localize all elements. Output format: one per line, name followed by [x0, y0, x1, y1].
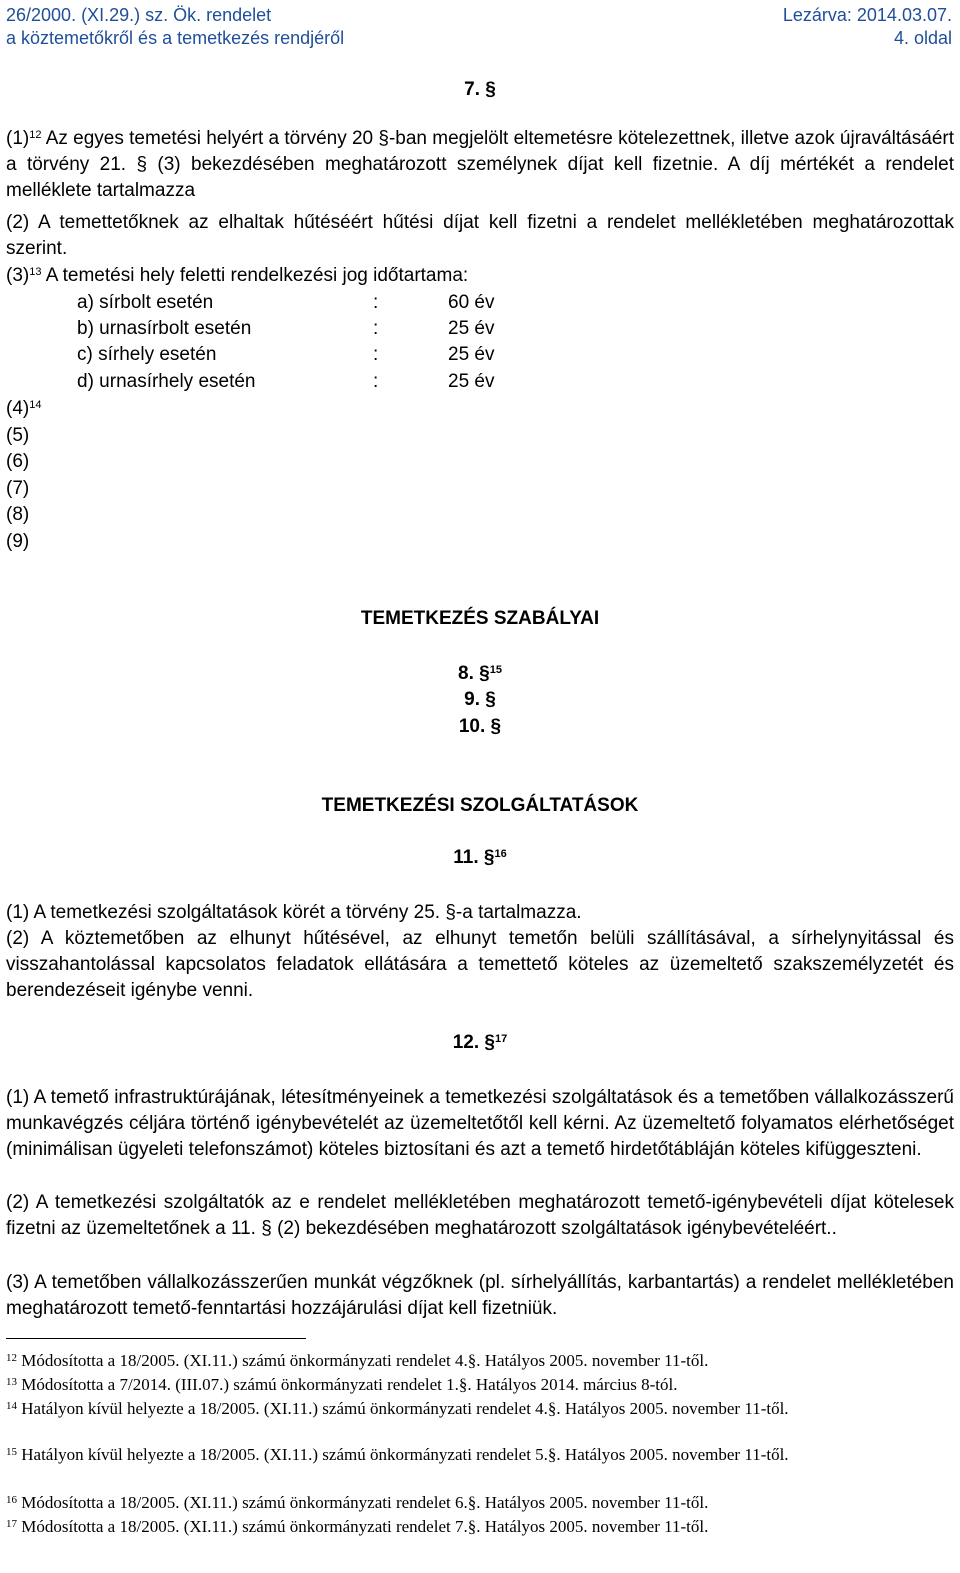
section-11-heading: 11. §$^{16}$ [453, 847, 507, 868]
section-12-heading: 12. §$^{17}$ [452, 1032, 508, 1053]
footnote-ref-16: 16 [494, 848, 507, 860]
footnote-ref-14: 14 [29, 399, 42, 411]
section-7-paragraph-9: (9) [6, 531, 30, 552]
footnote-ref-12: 12 [29, 129, 42, 141]
section-12-paragraph-1: (1) A temető infrastruktúrájának, létesítményeinek a temetkezési szolgáltatások és a temetőben vállalkozásszerű munkavégzés céljára történő igénybevételét az üzemeltetőtől kell kérni. Az üzemeltető folyamatos elérhetőséget (minimálisan ügyeleti telefonszámot) köteles biztosítani és azt a temető hirdetőtábláján köteles kifüggeszteni. [6, 1087, 954, 1160]
section-9-heading: 9. § [464, 689, 496, 710]
section-12-paragraph-3: (3) A temetőben vállalkozásszerűen munkát végzőknek (pl. sírhelyállítás, karbantartás) a rendelet mellékletében meghatározott temető-fenntartási hozzájárulási díjat kell fizetniük. [6, 1272, 954, 1319]
footnote-12: $^{12}$ Módosította a 18/2005. (XI.11.) számú önkormányzati rendelet 4.§. Hatályos 2005. november 11-től. [6, 1351, 709, 1370]
footnote-14: $^{14}$ Hatályon kívül helyezte a 18/2005. (XI.11.) számú önkormányzati rendelet 4.§. Hatályos 2005. november 11-től. [6, 1399, 789, 1418]
section-7-paragraph-5: (5) [6, 425, 30, 446]
header-closed-date: Lezárva: 2014.03.07. [782, 5, 952, 25]
section-7-paragraph-3: $(3)^{13}$ A temetési hely feletti rendelkezési jog időtartama: [6, 265, 469, 286]
footnote-ref-17: 17 [495, 1033, 508, 1045]
section-7-paragraph-6: (6) [6, 451, 30, 472]
section-10-heading: 10. § [458, 716, 502, 737]
section-7-paragraph-4: $(4)^{14}$ [6, 398, 42, 419]
section-7-paragraph-1: $(1)^{12}$ Az egyes temetési helyért a törvény 20 §-ban megjelölt eltemetésre kötelezettnek, illetve azok újraváltásáért a törvény 21. § (3) bekezdésében meghatározott személynek díjat kell fizetnie. A díj mértékét a rendelet melléklete tartalmazza [6, 128, 954, 201]
section-11-paragraph-1: (1) A temetkezési szolgáltatások körét a törvény 25. §-a tartalmazza. [6, 902, 582, 923]
header-regulation-title: a köztemetőkről és a temetkezés rendjéről [6, 28, 345, 48]
section-7-paragraph-7: (7) [6, 478, 30, 499]
section-7-paragraph-2: (2) A temettetőknek az elhaltak hűtéséért hűtési díjat kell fizetni a rendelet mellékletében meghatározottak szerint. [6, 212, 954, 259]
section-8-heading: 8. §$^{15}$ [458, 663, 502, 684]
section-11-paragraph-2: (2) A köztemetőben az elhunyt hűtésével, az elhunyt temetőn belüli szállításával, a sírhelynyitással és visszahantolással kapcsolatos feladatok ellátására a temettető köteles az üzemeltető szakszemélyzetét és berendezéseit igénybe venni. [6, 928, 954, 1001]
header-regulation-id: 26/2000. (XI.29.) sz. Ök. rendelet [6, 5, 272, 25]
section-12-paragraph-2: (2) A temetkezési szolgáltatók az e rendelet mellékletében meghatározott temető-igénybevételi díjat kötelesek fizetni az üzemeltetőnek a 11. § (2) bekezdésében meghatározott szolgáltatások igénybevételéért.. [6, 1192, 954, 1239]
section-7-heading: 7. § [464, 79, 496, 100]
chapter-heading-funeral-services: TEMETKEZÉSI SZOLGÁLTATÁSOK [321, 795, 639, 816]
footnote-17: $^{17}$ Módosította a 18/2005. (XI.11.) számú önkormányzati rendelet 7.§. Hatályos 2005. november 11-től. [6, 1517, 709, 1536]
footnote-16: $^{16}$ Módosította a 18/2005. (XI.11.) számú önkormányzati rendelet 6.§. Hatályos 2005. november 11-től. [6, 1493, 709, 1512]
footnote-ref-13: 13 [29, 266, 42, 278]
footnote-separator [6, 1338, 306, 1339]
section-7-paragraph-8: (8) [6, 504, 30, 525]
footnote-15: $^{15}$ Hatályon kívül helyezte a 18/2005. (XI.11.) számú önkormányzati rendelet 5.§. Hatályos 2005. november 11-től. [6, 1445, 789, 1464]
footnote-ref-15: 15 [489, 664, 502, 676]
chapter-heading-burial-rules: TEMETKEZÉS SZABÁLYAI [360, 608, 600, 629]
footnote-13: $^{13}$ Módosította a 7/2014. (III.07.) számú önkormányzati rendelet 1.§. Hatályos 2014. március 8-tól. [6, 1375, 678, 1394]
header-page-number: 4. oldal [893, 28, 952, 48]
